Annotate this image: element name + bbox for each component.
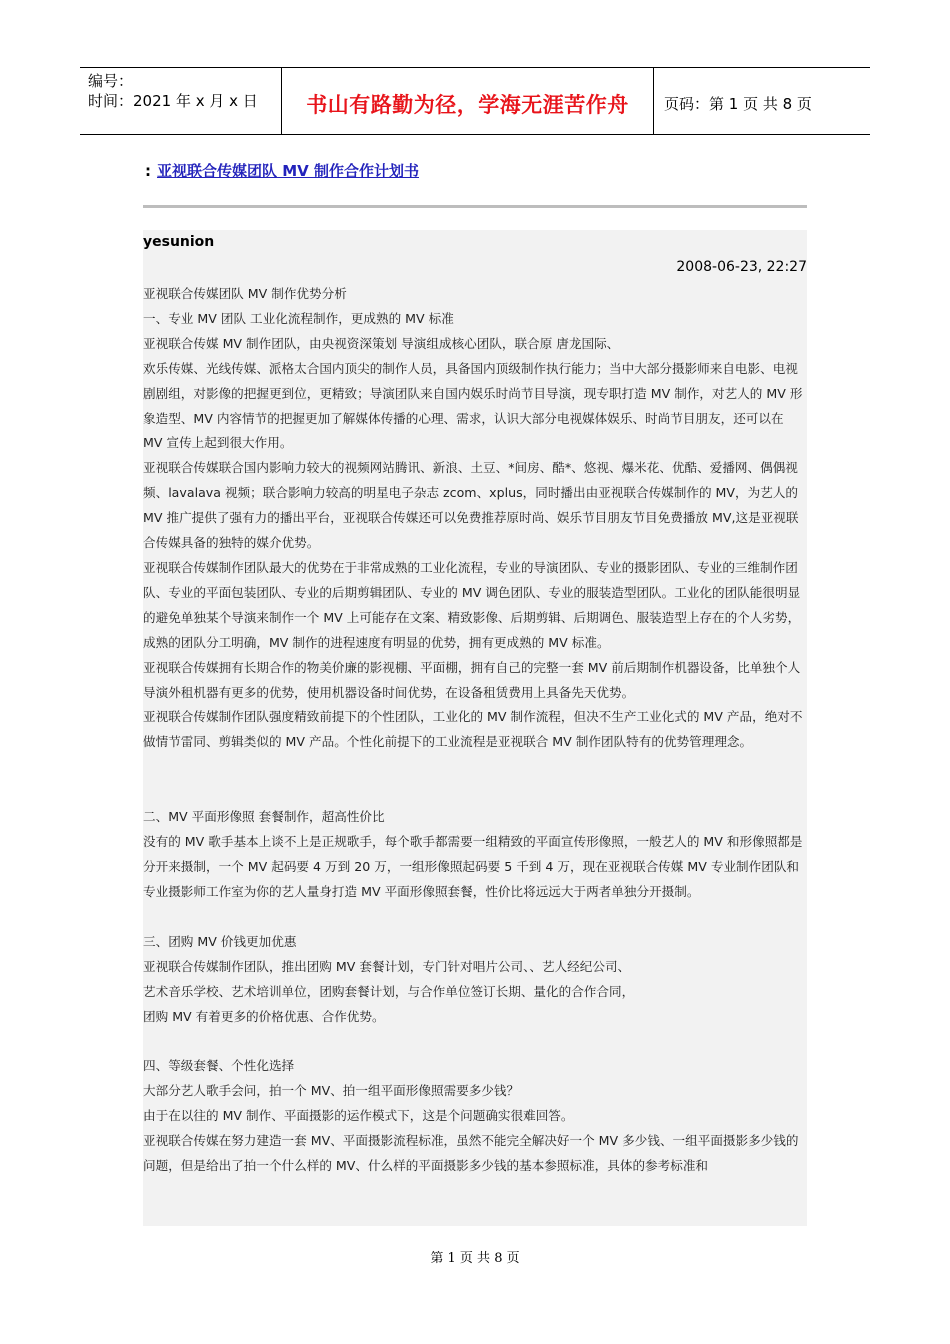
time-label: 时间：2021 年 x 月 x 日 — [88, 92, 258, 110]
document-title — [145, 160, 419, 181]
paragraph: 欢乐传媒、光线传媒、派格太合国内顶尖的制作人员，具备国内顶级制作执行能力；当中大部分摄影师来自电影、电视剧剧组，对影像的把握更到位，更精致；导演团队来自国内娱乐时尚节目导演，现专职打造 MV 制作，对艺人的 MV 形象造型、MV 内容情节的把握更加了解媒体传播的心理、需求，认识大部分电视媒体娱乐、时尚节目朋友，还可以在 MV 宣传上起到很大作用。 — [143, 360, 803, 451]
paragraph: 亚视联合传媒在努力建造一套 MV、平面摄影流程标准，虽然不能完全解决好一个 MV 多少钱、一组平面摄影多少钱的问题，但是给出了拍一个什么样的 MV、什么样的平面摄影多少钱的基本参照标准，具体的参考标准和 — [143, 1133, 799, 1174]
paragraph: 亚视联合传媒制作团队，推出团购 MV 套餐计划，专门针对唱片公司、、艺人经纪公司、 — [143, 958, 631, 974]
paragraph: 亚视联合传媒联合国内影响力较大的视频网站腾讯、新浪、土豆、*间房、酷*、悠视、爆米花、优酷、爱播网、偶偶视频、lavalava 视频；联合影响力较高的明星电子杂志 zcom、xplus，同时播出由亚视联合传媒制作的 MV，为艺人的 MV 推广提供了强有力的播出平台，亚视联合传媒还可以免费推荐原时尚、娱乐节目朋友节目免费播放 MV,这是亚视联合传媒具备的独特的媒介优势。 — [143, 460, 799, 551]
title-divider — [143, 205, 807, 208]
post-author: yesunion — [143, 234, 215, 250]
title-link[interactable]: 亚视联合传媒团队 MV 制作合作计划书 — [157, 162, 419, 180]
paragraph: 由于在以往的 MV 制作、平面摄影的运作模式下，这是个问题确实很难回答。 — [143, 1108, 574, 1124]
section-heading: 二、MV 平面形像照 套餐制作，超高性价比 — [143, 809, 385, 825]
paragraph: 没有的 MV 歌手基本上谈不上是正规歌手，每个歌手都需要一组精致的平面宣传形像照，一般艺人的 MV 和形像照都是分开来摄制，一个 MV 起码要 4 万到 20 万，一组形像照起码要 5 千到 4 万，现在亚视联合传媒 MV 专业制作团队和专业摄影师工作室为你的艺人量身打造 MV 平面形像照套餐，性价比将远远大于两者单独分开摄制。 — [143, 834, 803, 899]
paragraph: 大部分艺人歌手会问，拍一个 MV、拍一组平面形像照需要多少钱？ — [143, 1083, 520, 1099]
section-heading: 三、团购 MV 价钱更加优惠 — [143, 933, 297, 949]
paragraph: 艺术音乐学校、艺术培训单位，团购套餐计划，与合作单位签订长期、量化的合作合同， — [143, 983, 635, 999]
paragraph: 亚视联合传媒制作团队强度精致前提下的个性团队，工业化的 MV 制作流程，但决不生产工业化式的 MV 产品，绝对不做情节雷同、剪辑类似的 MV 产品。个性化前提下的工业流程是亚视联合 MV 制作团队特有的优势管理理念。 — [143, 709, 803, 750]
post-content — [143, 282, 807, 1179]
header-page-info: 页码：第 1 页 共 8 页 — [664, 94, 812, 113]
post-date: 2008-06-23, 22:27 — [676, 259, 807, 275]
header-motto: 书山有路勤为径，学海无涯苦作舟 — [282, 68, 654, 134]
page-footer: 第 1 页 共 8 页 — [430, 1251, 520, 1266]
header-info-cell — [80, 68, 282, 134]
title-prefix: : — [145, 162, 151, 180]
serial-label: 编号： — [88, 72, 134, 90]
paragraph: 团购 MV 有着更多的价格优惠、合作优势。 — [143, 1008, 385, 1024]
paragraph: 亚视联合传媒 MV 制作团队，由央视资深策划 导演组成核心团队，联合原 唐龙国际、 — [143, 335, 620, 351]
paragraph: 一、专业 MV 团队 工业化流程制作，更成熟的 MV 标准 — [143, 310, 454, 326]
paragraph: 亚视联合传媒制作团队最大的优势在于非常成熟的工业化流程，专业的导演团队、专业的摄影团队、专业的三维制作团队、专业的平面包装团队、专业的后期剪辑团队、专业的 MV 调色团队、专业的服装造型团队。工业化的团队能很明显的避免单独某个导演来制作一个 MV 上可能存在文案、精致影像、后期剪辑、后期调色、服装造型上存在的个人劣势，成熟的团队分工明确，MV 制作的进程速度有明显的优势，拥有更成熟的 MV 标准。 — [143, 559, 801, 650]
header-table — [80, 67, 870, 135]
paragraph: 亚视联合传媒团队 MV 制作优势分析 — [143, 286, 347, 301]
paragraph: 亚视联合传媒拥有长期合作的物美价廉的影视棚、平面棚，拥有自己的完整一套 MV 前后期制作机器设备，比单独个人导演外租机器有更多的优势，使用机器设备时间优势，在设备租赁费用上具备先天优势。 — [143, 659, 801, 700]
section-heading: 四、等级套餐、个性化选择 — [143, 1058, 295, 1074]
forum-post — [143, 230, 807, 1226]
